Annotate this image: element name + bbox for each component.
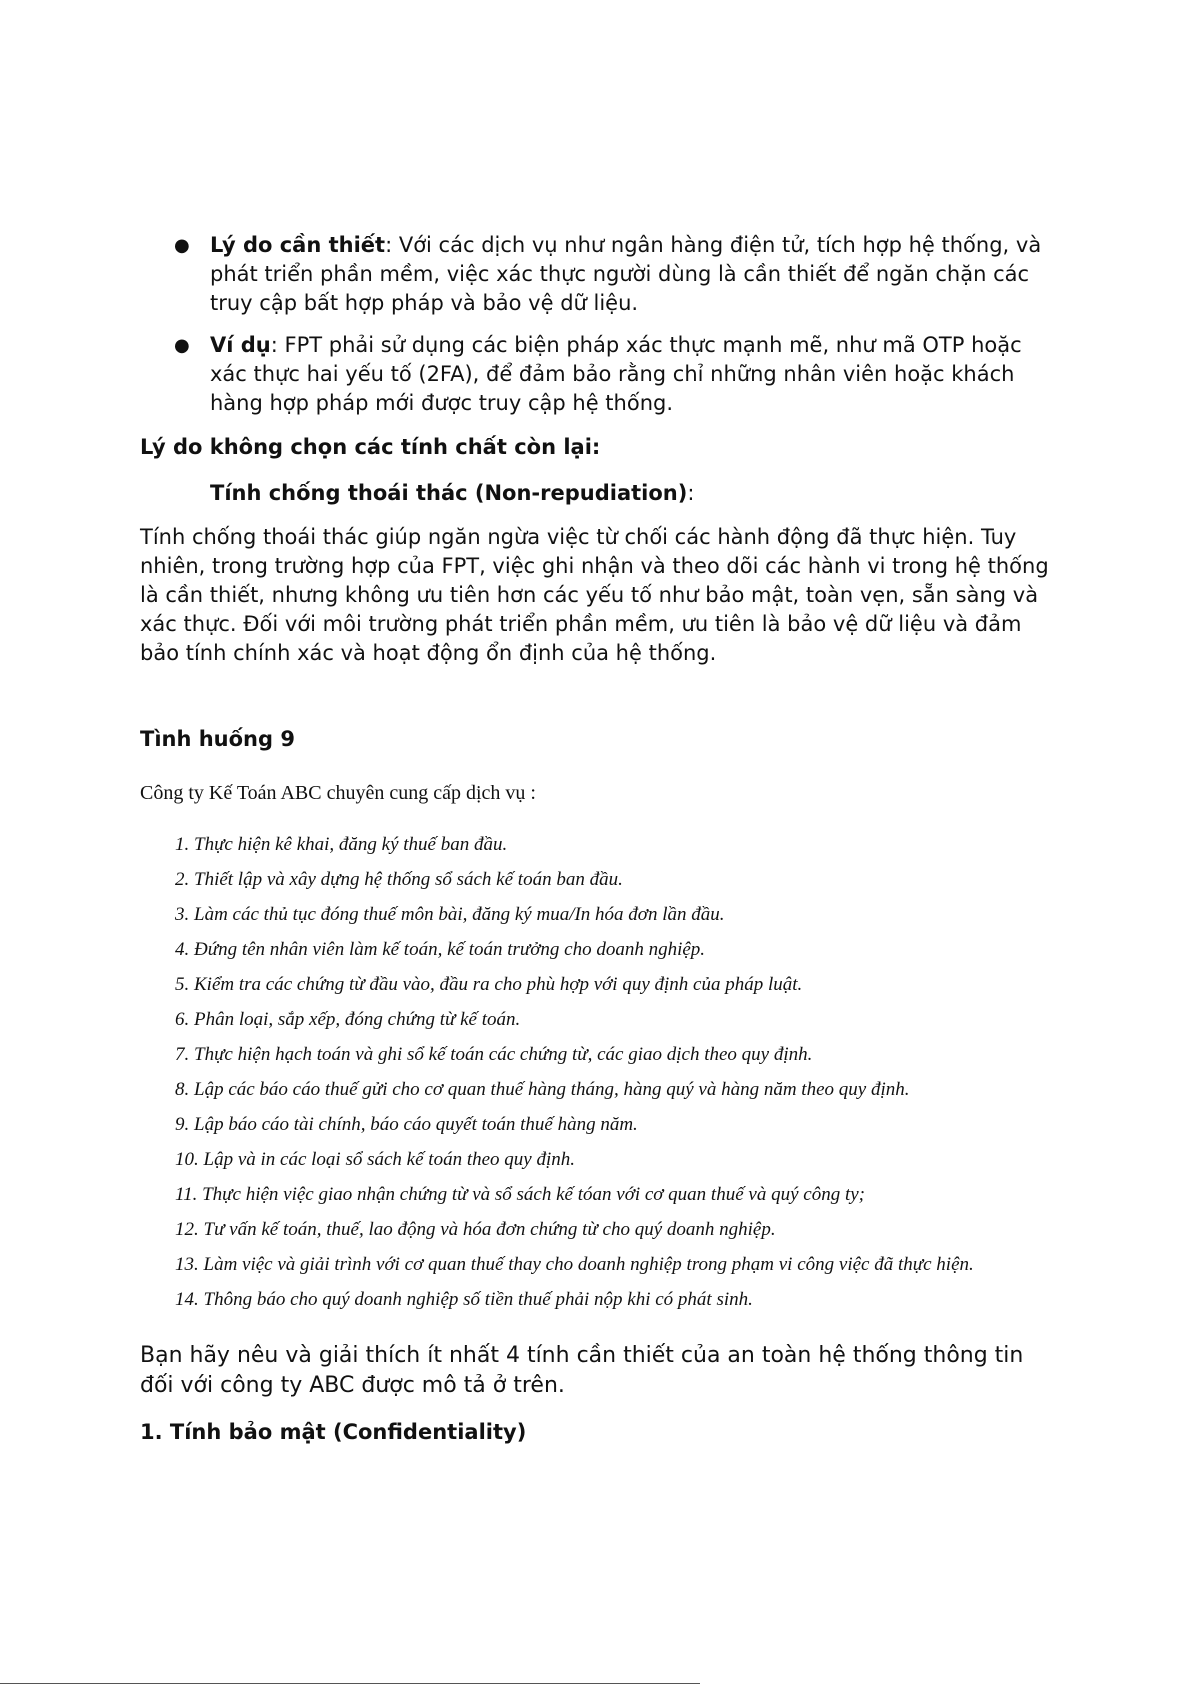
situation-title: Tình huống 9	[140, 727, 295, 751]
list-item	[140, 231, 1060, 318]
service-item: 6. Phân loại, sắp xếp, đóng chứng từ kế toán.	[175, 1009, 521, 1030]
bullet-label: Lý do cần thiết	[210, 233, 386, 257]
bullet-label: Ví dụ	[210, 333, 271, 357]
service-item: 12. Tư vấn kế toán, thuế, lao động và hóa đơn chứng từ cho quý doanh nghiệp.	[175, 1219, 776, 1240]
service-item: 4. Đứng tên nhân viên làm kế toán, kế toán trưởng cho doanh nghiệp.	[175, 939, 706, 960]
service-item: 1. Thực hiện kê khai, đăng ký thuế ban đầu.	[175, 834, 508, 855]
services-list	[175, 827, 1075, 1317]
service-item: 10. Lập và in các loại sổ sách kế toán theo quy định.	[175, 1149, 575, 1170]
bullet-list	[140, 231, 1060, 431]
service-item: 14. Thông báo cho quý doanh nghiệp số tiền thuế phải nộp khi có phát sinh.	[175, 1289, 753, 1310]
reasons-heading: Lý do không chọn các tính chất còn lại:	[140, 435, 601, 459]
non-repudiation-heading	[210, 479, 694, 508]
service-item: 8. Lập các báo cáo thuế gửi cho cơ quan thuế hàng tháng, hàng quý và hàng năm theo quy định.	[175, 1079, 910, 1100]
service-item: 2. Thiết lập và xây dựng hệ thống sổ sách kế toán ban đầu.	[175, 869, 623, 890]
non-repudiation-title: Tính chống thoái thác (Non-repudiation)	[210, 481, 688, 505]
service-item: 13. Làm việc và giải trình với cơ quan thuế thay cho doanh nghiệp trong phạm vi công việc đã thực hiện.	[175, 1254, 974, 1275]
non-repudiation-suffix: :	[687, 481, 695, 505]
service-item: 3. Làm các thủ tục đóng thuế môn bài, đăng ký mua/In hóa đơn lần đầu.	[175, 904, 725, 925]
bullet-text: : FPT phải sử dụng các biện pháp xác thực mạnh mẽ, như mã OTP hoặc xác thực hai yếu tố (2FA), để đảm bảo rằng chỉ những nhân viên hoặc khách hàng hợp pháp mới được truy cập hệ thống.	[210, 333, 1022, 415]
situation-question: Bạn hãy nêu và giải thích ít nhất 4 tính cần thiết của an toàn hệ thống thông tin đối với công ty ABC được mô tả ở trên.	[140, 1343, 1024, 1398]
service-item: 11. Thực hiện việc giao nhận chứng từ và sổ sách kế tóan với cơ quan thuế và quý công ty;	[175, 1184, 865, 1205]
bullet-text: : Với các dịch vụ như ngân hàng điện tử, tích hợp hệ thống, và phát triển phần mềm, việc xác thực người dùng là cần thiết để ngăn chặn các truy cập bất hợp pháp và bảo vệ dữ liệu.	[210, 233, 1042, 315]
list-item	[140, 331, 1060, 418]
non-repudiation-paragraph: Tính chống thoái thác giúp ngăn ngừa việc từ chối các hành động đã thực hiện. Tuy nhiên, trong trường hợp của FPT, việc ghi nhận và theo dõi các hành vi trong hệ thống là cần thiết, nhưng không ưu tiên hơn các yếu tố như bảo mật, toàn vẹn, sẵn sàng và xác thực. Đối với môi trường phát triển phần mềm, ưu tiên là bảo vệ dữ liệu và đảm bảo tính chính xác và hoạt động ổn định của hệ thống.	[140, 525, 1049, 665]
service-item: 7. Thực hiện hạch toán và ghi sổ kế toán các chứng từ, các giao dịch theo quy định.	[175, 1044, 813, 1065]
bullet-dot-icon: ●	[174, 335, 190, 356]
bullet-dot-icon: ●	[174, 235, 190, 256]
service-item: 5. Kiểm tra các chứng từ đầu vào, đầu ra cho phù hợp với quy định của pháp luật.	[175, 974, 803, 995]
section-heading: 1. Tính bảo mật (Confidentiality)	[140, 1420, 527, 1444]
footer-divider	[0, 1683, 700, 1684]
service-item: 9. Lập báo cáo tài chính, báo cáo quyết toán thuế hàng năm.	[175, 1114, 638, 1135]
situation-intro: Công ty Kế Toán ABC chuyên cung cấp dịch vụ :	[140, 782, 536, 804]
